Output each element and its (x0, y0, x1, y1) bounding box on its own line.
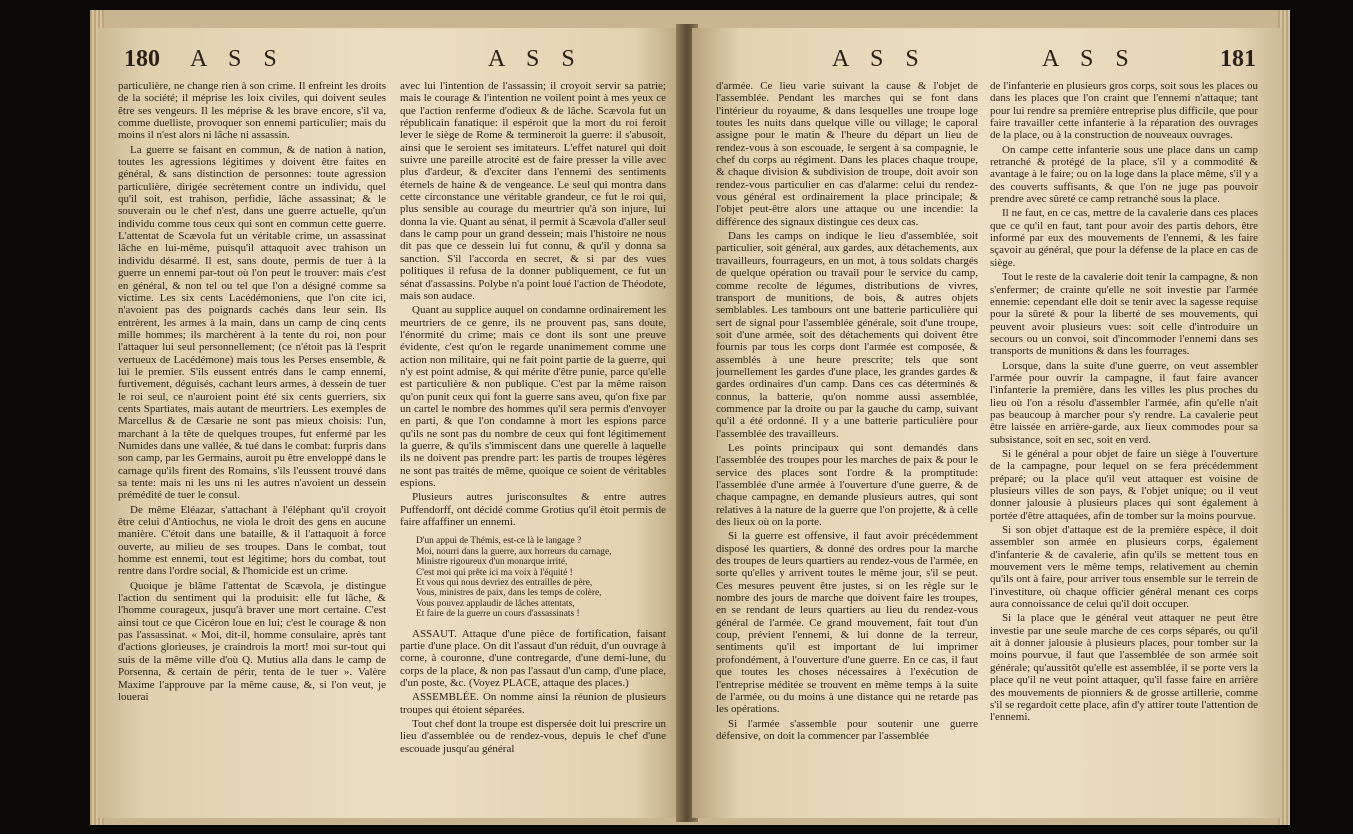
left-page-column-1 (118, 80, 386, 804)
paragraph: On campe cette infanterie sous une place dans un camp retranché & protégé de la place, s'il y a commodité & avantage à le faire; ou on la loge dans la place même, s'il y a des couverts suffisants, & que l'on ne juge pas pouvoir prendre avec sûreté ce camp retranché sous la place. (990, 143, 1258, 206)
verse-line: Vous, ministres de paix, dans les temps de colère, (416, 588, 602, 599)
verse-quotation (416, 536, 662, 619)
paragraph: Si le général a pour objet de faire un siège à l'ouverture de la campagne, pour lequel on se fera précédemment préparé; ou la place qu'il veut attaquer est voisine de plusieurs villes de son pays, & l'objet unique; ou il veut donner jalousie à plusieurs places qui sont également à portée d'être attaquées, afin de tomber sur la moins pourvue. (990, 447, 1258, 522)
paragraph: Si son objet d'attaque est de la première espèce, il doit assembler son armée en plusieurs corps, également d'infanterie & de cavalerie, afin qu'ils se mettent tous en mouvement vers le même temps, relativement au chemin qu'ils ont à faire, pour arriver tous ensemble sur le terrein de l'investiture, où chaque officier général menant ces corps aura connoissance de celui qu'il doit occuper. (990, 524, 1258, 611)
left-page (98, 28, 682, 818)
verse-line: Moi, nourri dans la guerre, aux horreurs du carnage, (416, 546, 612, 557)
paragraph: Si l'armée s'assemble pour soutenir une guerre défensive, on doit la commencer par l'assemblée (716, 717, 978, 742)
paragraph: Dans les camps on indique le lieu d'assemblée, soit particulier, soit général, aux gardes, aux détachements, aux travailleurs, fourrageurs, en un mot, à tous soldats chargés de quelque opération ou travail pour le service du camp, comme recolte de légumes, distributions de vivres, transport de munitions, de bois, & autres objets semblables. Les tambours ont une batterie particulière qui sert de signal pour l'assemblée générale, soit d'une troupe, soit d'une armée, soit des détachements qui doivent être fournis par tous les corps dont l'armée est composée, & assemblés à une heure prescrite; tels que sont journellement les gardes d'une place, les grandes gardes & gardes ordinaires d'un camp. Dans ces cas déterminés & connus, la batterie, qu'on nomme aussi assemblée, commence par la droite ou par la gauche du camp, suivant qu'il a été ordonné. Il y a une batterie particulière pour l'assemblée des travailleurs. (716, 230, 978, 440)
left-running-head-2: A S S (488, 46, 583, 72)
verse-line: C'est moi qui prête ici ma voix à l'équité ! (416, 567, 573, 578)
open-book (90, 10, 1290, 825)
verse-line: Ministre rigoureux d'un monarque irrité, (416, 557, 568, 568)
verse-line: Et vous qui nous devriez des entrailles de père, (416, 578, 593, 588)
right-page (692, 28, 1282, 818)
right-page-column-2 (990, 80, 1258, 804)
verse-line: Et faire de la guerre un cours d'assassinats ! (416, 609, 580, 620)
paragraph: d'armée. Ce lieu varie suivant la cause & l'objet de l'assemblée. Pendant les marches qui se font dans l'intérieur du royaume, & dans lesquelles une troupe loge toutes les nuits dans quelque ville ou village; le caporal assigne pour le matin & l'heure du départ un lieu de rendez-vous à son escouade, le sergent à sa compagnie, le chef du corps au régiment. Dans les places chaque troupe, & chaque division & subdivision de troupe, doit avoir son rendez-vous particulier en cas d'alarme: celui du rendez-vous général est ordinairement la place principale; & l'objet peut-être alors une attaque ou une incendie: la différence des signaux distingue ces deux cas. (716, 80, 978, 228)
entry-assaut: ASSAUT. Attaque d'une pièce de fortification, faisant partie d'une place. On dit l'assaut d'un réduit, d'un ouvrage à corne, à couronne, d'une contregarde, d'une demi-lune, du corps de la place, & non pas l'assaut d'un camp, d'une place, d'un poste, &c. (Voyez PLACE, attaque des places.) (400, 627, 666, 689)
entry-assemblee: ASSEMBLÉE. On nomme ainsi la réunion de plusieurs troupes qui étoient séparées. (400, 691, 666, 716)
left-page-header (118, 44, 662, 78)
paragraph: Les points principaux qui sont demandés dans l'assemblée des troupes pour les marches de paix & pour le service des places sont l'ordre & la promptitude: l'assemblée d'une armée à l'ouverture d'une guerre, & de chaque campagne, en demande plusieurs autres, qui sont relatives à la nature de la guerre que l'on projette, & à celle des lieux où on la porte. (716, 441, 978, 529)
right-page-header (712, 44, 1262, 78)
paragraph: Quant au supplice auquel on condamne ordinairement les meurtriers de ce genre, ils ne prouvent pas, sans doute, l'énormité du crime; mais ce dont ils sont une preuve évidente, c'est qu'on le regarde unanimement comme une action non militaire, qui ne fait point partie de la guerre, qui n'y est point admise, & qui mérite d'être punie, parce qu'elle est particulière & non publique. C'est par la même raison qu'on punit ceux qui font la guerre sans aveu, qu'on fixe par un cartel le nombre des hommes qu'il sera permis d'envoyer en parti, & que l'on condamne à mort les espions parce qu'ils ne sont pas du nombre de ceux qui font légitimement la guerre, & qu'ils s'immiscent dans une querelle à laquelle ils ne doivent pas prendre part: les partis de troupes légères ne sont pas traités de même, quoique ce soient de véritables espions. (400, 304, 666, 489)
right-running-head-1: A S S (832, 46, 927, 72)
paragraph: Il ne faut, en ce cas, mettre de la cavalerie dans ces places que ce qu'il en faut, tant pour avoir des partis dehors, être informé par eux des mouvements de l'ennemi, & les faire sçavoir au général, que pour la défense de la place en cas de siège. (990, 207, 1258, 269)
left-page-number: 180 (124, 46, 160, 72)
paragraph: La guerre se faisant en commun, & de nation à nation, toutes les agressions légitimes y doivent être faites en général, & sans distinction de personnes: toute agression particulière, dirigée secrètement contre un individu, quel qu'il soit, est trahison, perfidie, lâche assassinat; & le souverain ou le chef n'est, dans une guerre actuelle, qu'un individu comme tous ceux qui sont en commun cette guerre. L'attentat de Scævola fut un véritable crime, un assassinat lâche en lui-même, puisqu'il attaquoit avec trahison un individu désarmé. Il est, sans doute, permis de tuer à la guerre un ennemi par-tout où l'on peut le trouver: mais c'est en général, & non tel ou tel que l'on a désigné comme sa victime. Les six cents Lacédémoniens, que l'on cite ici, n'avoient pas des poignards cachés dans leur sein. Ils entrèrent, les armes à la main, dans un camp de cinq cents mille hommes; ils marchèrent à la tente du roi, non pour l'attaquer lui seul personnellement; (ce n'étoit pas là l'esprit vertueux de Lacédémone) mais tous les Perses ensemble, & lui le premier. S'ils eussent entrés dans le camp ennemi, furtivement, déguisés, cachant leurs armes, à dessein de tuer le roi seul, ce n'auroient point été six cents guerriers, six cents Spartiates, mais autant de meurtriers. Les exemples de Marcellus & de Cæsarie ne sont pas mieux choisis: l'un, marchant à la tête de quelques troupes, fut enfermé par les Numides dans une vallée, & tué dans le combat: furpris dans son camp, par les Germains, auroit pu être enveloppé dans le carnage qu'ils firent des Romains, s'ils l'eussent trouvé dans sa tente: mais ni les uns ni les autres n'avoient un dessein prémédité de tuer le consul. (118, 143, 386, 502)
left-page-column-2 (400, 80, 666, 804)
paragraph: particulière, ne change rien à son crime. Il enfreint les droits de la société; il méprise les loix civiles, qui doivent seules être ses vengeurs. Il les méprise & les brave encore, s'il va, comme duelliste, provoquer son ennemi particulier; mais du moins il n'est alors ni lâche ni assassin. (118, 80, 386, 142)
right-page-number: 181 (1220, 46, 1256, 72)
paragraph: Tout le reste de la cavalerie doit tenir la campagne, & non s'enfermer; de crainte qu'elle ne soit investie par l'armée ennemie: cependant elle doit se tenir avec la sagesse requise pour la sûreté & pour la liberté de ses mouvements, qui peuvent avoir plusieurs vues: soit celle d'introduire un secours ou un convoi, soit d'incommoder l'ennemi dans ses transports de munitions & dans les fourrages. (990, 271, 1258, 358)
paragraph: Plusieurs autres jurisconsultes & entre autres Puffendorff, ont décidé comme Grotius qu'il étoit permis de faire affaffiner un ennemi. (400, 491, 666, 529)
paragraph: Quoique je blâme l'attentat de Scævola, je distingue l'action du sentiment qui la produisit: elle fut lâche, & l'homme courageux, jusqu'à braver une mort certaine. C'est ainsi tout ce que Cicéron loue en lui; c'est le courage & non pas l'assassinat. « Moi, dit-il, homme consulaire, après tant d'actions glorieuses, je craindrois la mort! moi sur-tout qui suis de la même ville d'où Q. Mutius alla dans le camp de Porsenna, & certain de périr, tenta de le tuer ». Valère Maxime l'approuve par la même cause, &, si l'on veut, je louerai (118, 579, 386, 703)
verse-line: D'un appui de Thémis, est-ce là le langage ? (416, 536, 582, 547)
left-running-head-1: A S S (190, 46, 285, 72)
paragraph: Si la guerre est offensive, il faut avoir précédemment disposé les quartiers, & donné des ordres pour la marche des troupes de leurs quartiers au rendez-vous de l'armée, en sorte qu'elles y arrivent toutes le même jour, s'il se peut. Ces mesures peuvent être justes, si on les règle sur le nombre des jours de marche que doivent faire les troupes, en se rendant de leurs quartiers au lieu du rendez-vous général de l'armée. Ce grand mouvement, fait tout d'un coup, prévient l'ennemi, & lui donne de la terreur, sentiments qu'il est important de lui imprimer profondément, à l'ouverture d'une guerre. En ce cas, il faut que toutes les choses nécessaires à l'exécution de l'entreprise méditée se trouvent en même temps à la suite de l'armée, ou du moins à une distance qui ne retarde pas les opérations. (716, 530, 978, 716)
paragraph: avec lui l'intention de l'assassin; il croyoit servir sa patrie; mais le courage & l'intention ne voilent point à mes yeux ce que l'action renferme d'odieux & de lâche. Scævola fut un républicain fanatique: il espéroit que la mort du roi feroit lever le siège de Rome & termineroit la guerre: il s'abusoit, ainsi que le seroient ses imitateurs. L'effet naturel qui doit suivre une pareille atrocité est de faire presser la ville avec plus d'ardeur, & d'exciter dans l'ennemi des sentiments éternels de haine & de vengeance. Le seul qui montra dans cette circonstance une véritable grandeur, ce fut le roi qui, plus sensible au courage du meurtrier qu'à son injure, lui donna la vie. Quant au sénat, il permit à Scævola d'aller seul dans le camp pour un grand dessein; mais l'histoire ne nous dit pas que ce dessein lui fut connu, & qu'il y donna sa sanction. S'il l'accorda en secret, & si par des vues politiques il refusa de la donner publiquement, ce fut un sénat d'assassins. Polybe n'a point loué l'action de Théodote, mais son audace. (400, 80, 666, 302)
paragraph: Lorsque, dans la suite d'une guerre, on veut assembler l'armée pour ouvrir la campagne, il faut faire avancer l'infanterie la première, dans les villes les plus proches du lieu où l'on a résolu d'assembler l'armée, afin qu'elle n'ait pas beaucoup à marcher pour s'y rendre. La cavalerie peut être laissée en arrière-garde, aux lieux commodes pour sa subsistance, soit en sec, soit en verd. (990, 359, 1258, 446)
verse-line: Vous pouvez applaudir de lâches attentats, (416, 598, 575, 609)
paragraph: De même Eléazar, s'attachant à l'éléphant qu'il croyoit être celui d'Antiochus, ne viola le droit des gens en aucune manière. C'étoit dans une bataille, & il l'attaquoit à force ouverte, au milieu de ses troupes. Dans le combat, tout homme est ennemi, tout est légitime; hors du combat, tout rentre dans l'ordre social, & l'homicide est un crime. (118, 503, 386, 578)
paragraph: Tout chef dont la troupe est dispersée doit lui prescrire un lieu d'assemblée ou de rendez-vous, depuis le chef d'une escouade jusqu'au général (400, 718, 666, 755)
paragraph: Si la place que le général veut attaquer ne peut être investie par une seule marche de ces corps séparés, ou qu'il ait à donner jalousie à plusieurs places, pour tomber sur la moins pourvue, il faut que l'assemblée de son armée soit générale; qu'aussitôt qu'elle est assemblée, il se porte vers la place qu'il ne veut point attaquer, qu'il fasse faire en arrière des mouvements de pionniers & de grosse artillerie, comme s'il se regardoit cette place, afin d'y attirer toute l'attention de l'ennemi. (990, 612, 1258, 724)
right-page-column-1 (716, 80, 978, 804)
paragraph: de l'infanterie en plusieurs gros corps, soit sous les places ou dans les places que l'on craint que l'ennemi n'attaque; tant pour lui rendre sa première entreprise plus difficile, que pour faire travailler cette infanterie à la réparation des ouvrages de la place, ou à la construction de nouveaux ouvrages. (990, 80, 1258, 142)
right-running-head-2: A S S (1042, 46, 1137, 72)
